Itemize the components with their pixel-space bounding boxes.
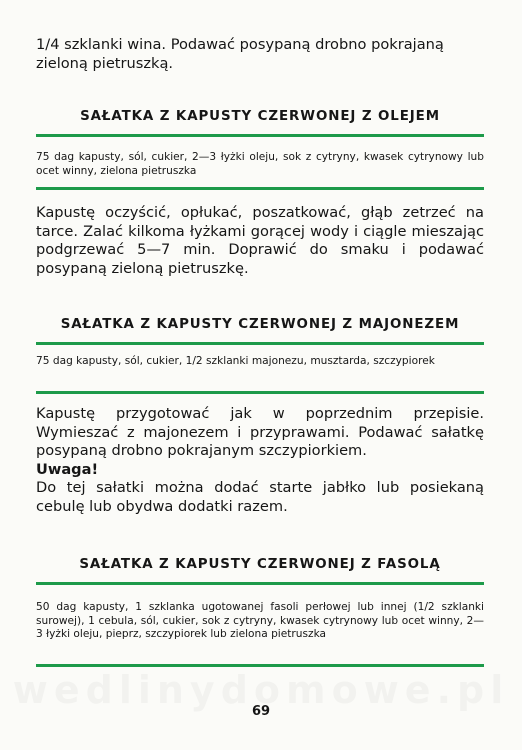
note-text: Do tej sałatki można dodać starte jabłko lub posiekaną cebulę lub obydwa dodatki razem.	[36, 479, 484, 515]
ingredients-olejem: 75 dag kapusty, sól, cukier, 2—3 łyżki oleju, sok z cytryny, kwasek cytrynowy lub ocet winny, zielona pietruszka	[36, 151, 484, 177]
ingredients-fasola: 50 dag kapusty, 1 szklanka ugotowanej fasoli perłowej lub innej (1/2 szklanki surowej), 1 cebula, sól, cukier, sok z cytryny, kwasek cytrynowy lub ocet winny, 2—3 łyżki oleju, pieprz, szczypiorek lub zielona pietruszka	[36, 601, 484, 641]
instructions-majonezem	[36, 405, 484, 517]
divider-line	[36, 134, 484, 137]
intro-paragraph: 1/4 szklanki wina. Podawać posypaną drobno pokrajaną zieloną pietruszką.	[36, 36, 444, 72]
recipe-title-fasola: SAŁATKA Z KAPUSTY CZERWONEJ Z FASOLĄ	[79, 557, 441, 572]
divider-line	[36, 391, 484, 394]
ingredients-majonezem: 75 dag kapusty, sól, cukier, 1/2 szklanki majonezu, musztarda, szczypiorek	[36, 355, 435, 367]
recipe-title-majonezem: SAŁATKA Z KAPUSTY CZERWONEJ Z MAJONEZEM	[60, 317, 460, 332]
divider-line	[36, 582, 484, 585]
divider-line	[36, 187, 484, 190]
divider-line	[36, 342, 484, 345]
page-number: 69	[251, 704, 271, 719]
instructions-text: Kapustę przygotować jak w poprzednim przepisie. Wymieszać z majonezem i przyprawami. Podawać sałatkę posypaną drobno pokrajanym szczypiorkiem.	[36, 405, 484, 460]
recipe-title-olejem: SAŁATKA Z KAPUSTY CZERWONEJ Z OLEJEM	[80, 109, 440, 124]
instructions-olejem: Kapustę oczyścić, opłukać, poszatkować, głąb zetrzeć na tarce. Zalać kilkoma łyżkami gorącej wody i ciągle mieszając podgrzewać 5—7 min. Doprawić do smaku i podawać posypaną zieloną pietruszkę.	[36, 204, 484, 277]
note-label: Uwaga!	[36, 460, 99, 478]
divider-line	[36, 664, 484, 667]
